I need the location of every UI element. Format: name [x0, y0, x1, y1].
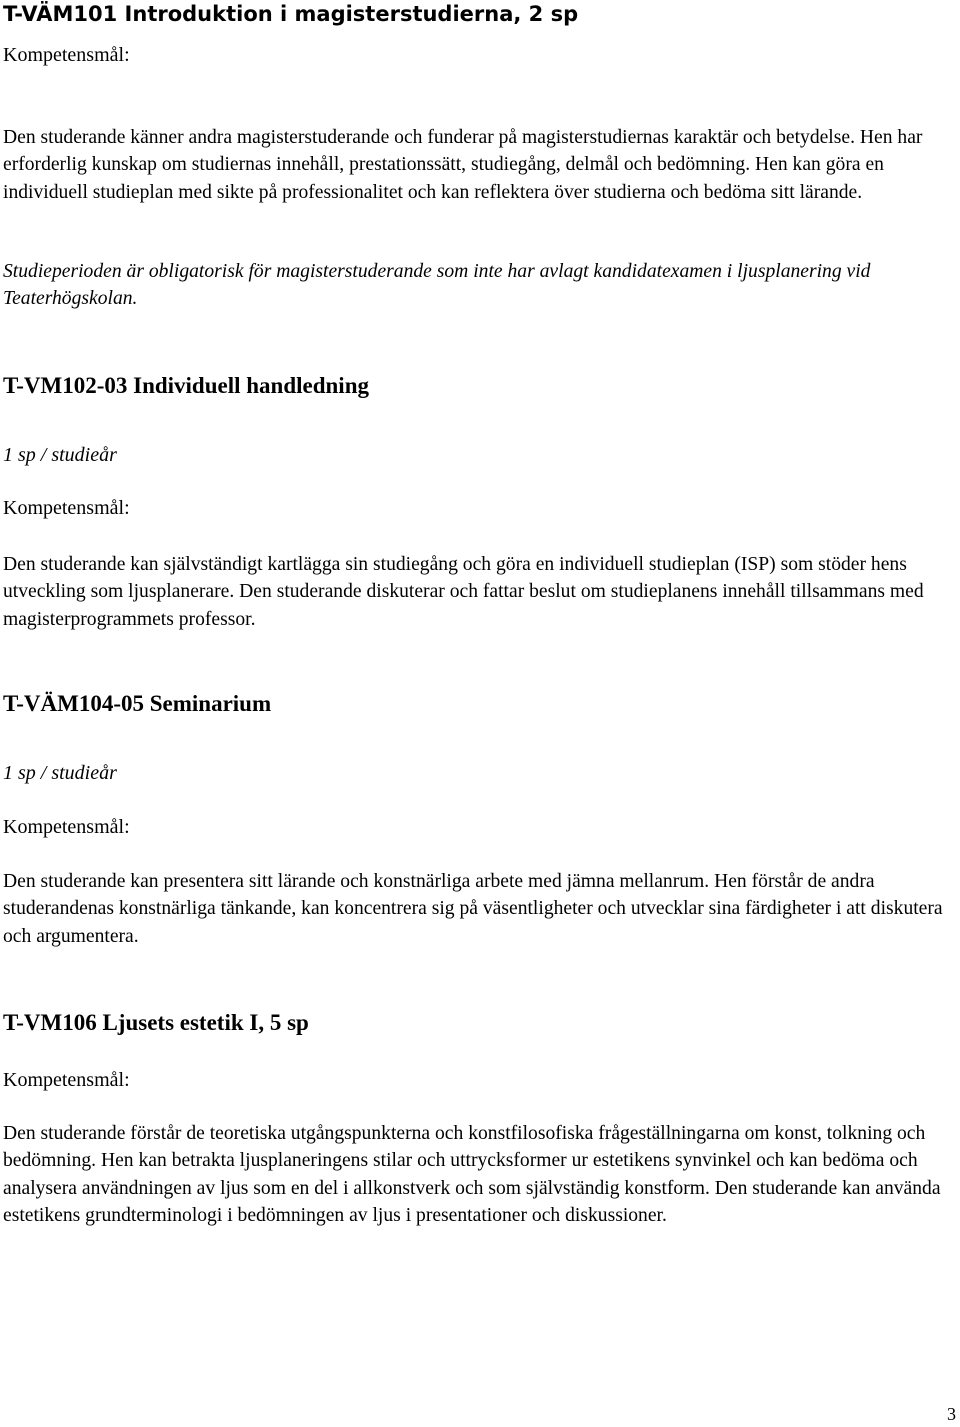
competence-paragraph: Den studerande kan självständigt kartlägga sin studiegång och göra en individuell studieplan (ISP) som stöder hens utveckling som ljusplanerare. Den studerande diskuterar och fattar beslut om studieplanens innehåll tillsammans med magisterprogrammets professor.: [3, 554, 924, 630]
competence-label: Kompetensmål:: [3, 816, 130, 838]
course-heading-tvm102: T-VM102-03 Individuell handledning: [3, 373, 369, 398]
competence-label: Kompetensmål:: [3, 1069, 130, 1091]
course-heading-tvam101: T-VÄM101 Introduktion i magisterstudierna, 2 sp: [3, 2, 579, 26]
course-note: Studieperioden är obligatorisk för magisterstuderande som inte har avlagt kandidatexamen i ljusplanering vid Teaterhögskolan.: [3, 261, 871, 310]
course-heading-tvam104: T-VÄM104-05 Seminarium: [3, 691, 272, 716]
course-credits: 1 sp / studieår: [3, 762, 117, 784]
page-number: 3: [947, 1404, 956, 1424]
competence-label: Kompetensmål:: [3, 44, 130, 66]
course-credits: 1 sp / studieår: [3, 444, 117, 466]
course-heading-tvm106: T-VM106 Ljusets estetik I, 5 sp: [3, 1010, 309, 1035]
competence-paragraph: Den studerande känner andra magisterstuderande och funderar på magisterstudiernas karaktär och betydelse. Hen har erforderlig kunskap om studiernas innehåll, prestationssätt, studiegång, delmål och bedömning. Hen kan göra en individuell studieplan med sikte på professionalitet och kan reflektera över studierna och bedöma sitt lärande.: [3, 127, 923, 203]
competence-paragraph: Den studerande kan presentera sitt lärande och konstnärliga arbete med jämna mellanrum. Hen förstår de andra studerandenas konstnärliga tänkande, kan koncentrera sig på väsentligheter och utvecklar sina färdigheter i att diskutera och argumentera.: [3, 871, 943, 947]
competence-label: Kompetensmål:: [3, 497, 130, 519]
competence-paragraph: Den studerande förstår de teoretiska utgångspunkterna och konstfilosofiska frågeställningarna om konst, tolkning och bedömning. Hen kan betrakta ljusplaneringens stilar och uttrycksformer ur estetikens synvinkel och kan bedöma och analysera användningen av ljus som en del i allkonstverk och som självständig konstform. Den studerande kan använda estetikens grundterminologi i bedömningen av ljus i presentationer och diskussioner.: [3, 1123, 941, 1227]
